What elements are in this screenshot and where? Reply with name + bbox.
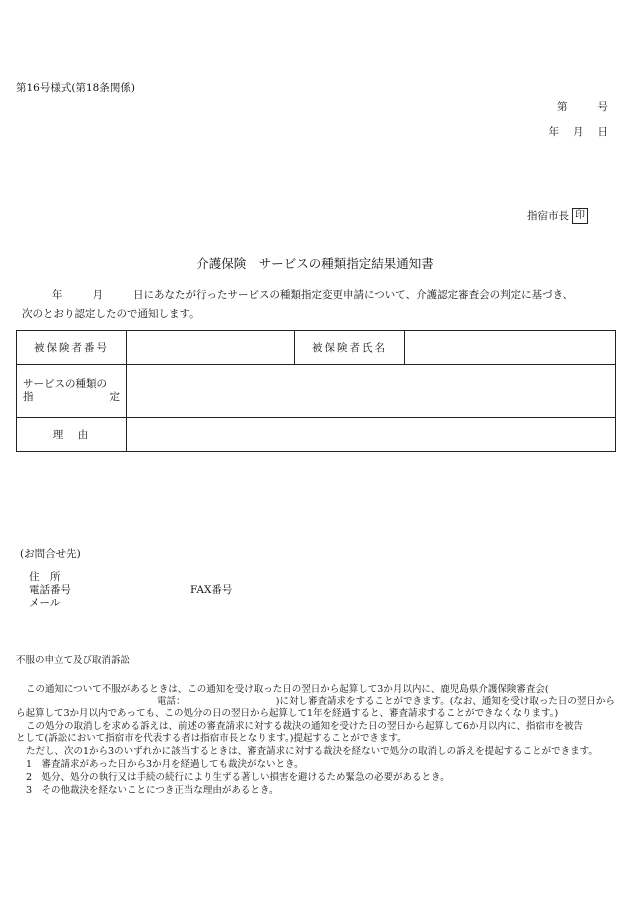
doc-number-label: 第 [557,101,568,113]
insured-number-label: 被保険者番号 [17,331,127,365]
lead-month: 月 [92,289,103,301]
contact-address-label: 住 所 [29,571,61,583]
date-year: 年 [548,126,559,138]
issuer [527,208,588,224]
insured-number-field[interactable] [127,331,295,365]
appeal-line: この通知について不服があるときは、この通知を受け取った日の翌日から起算して3か月以内に、鹿児島県介護保険審査会( [26,684,549,695]
lead-paragraph-line2: 次のとおり認定したので通知します。 [22,308,200,320]
appeal-line: ら起算して3か月以内であっても、この処分の日の翌日から起算して1年を経過すると、審査請求することができなくなります。) [16,708,559,719]
service-type-field[interactable] [127,365,616,418]
appeal-line: として(訴訟において指宿市を代表する者は指宿市長となります。)提起することができます。 [16,733,407,744]
appeal-heading: 不服の申立て及び取消訴訟 [16,655,131,666]
issuer-name: 指宿市長 [527,210,569,222]
insured-name-field[interactable] [405,331,616,365]
service-label-line2b: 定 [109,391,120,403]
table-row [17,418,616,452]
lead-text: 日にあなたが行ったサービスの種類指定変更申請について、介護認定審査会の判定に基づき、 [133,289,574,301]
info-table [16,330,616,452]
appeal-line: ただし、次の1から3のいずれかに該当するときは、審査請求に対する裁決を経ないで処分の取消しの訴えを提起することができます。 [26,746,598,757]
service-label-line1: サービスの種類の [23,378,107,390]
appeal-line: 1 審査請求があった日から3か月を経過しても裁決がないとき。 [26,759,304,770]
service-type-label [17,365,127,418]
form-number: 第16号様式(第18条関係) [16,82,135,94]
contact-tel-label: 電話番号 [29,584,71,596]
appeal-line: この処分の取消しを求める訴えは、前述の審査請求に対する裁決の通知を受けた日の翌日から起算して6か月以内に、指宿市を被告 [26,721,584,732]
contact-heading: (お問合せ先) [20,548,81,560]
service-label-line2a: 指 [23,391,34,403]
contact-mail-label: メール [29,597,61,609]
reason-field[interactable] [127,418,616,452]
insured-name-label: 被保険者氏名 [295,331,405,365]
document-number [557,99,608,114]
lead-paragraph-line1 [22,287,573,302]
date-month: 月 [573,126,584,138]
appeal-line: 3 その他裁決を経ないことにつき正当な理由があるとき。 [26,785,279,796]
lead-year: 年 [52,289,63,301]
document-title: 介護保険 サービスの種類指定結果通知書 [196,256,434,271]
appeal-line: 電話： )に対し審査請求をすることができます。(なお、通知を受け取った日の翌日から [157,696,615,707]
table-row [17,365,616,418]
appeal-line: 2 処分、処分の執行又は手続の続行により生ずる著しい損害を避けるため緊急の必要があるとき。 [26,772,450,783]
contact-fax-label: FAX番号 [190,584,233,596]
document-date [549,124,609,139]
table-row [17,331,616,365]
doc-number-suffix: 号 [597,101,608,113]
seal-mark: 印 [572,208,588,224]
reason-label: 理 由 [17,418,127,452]
date-day: 日 [597,126,608,138]
